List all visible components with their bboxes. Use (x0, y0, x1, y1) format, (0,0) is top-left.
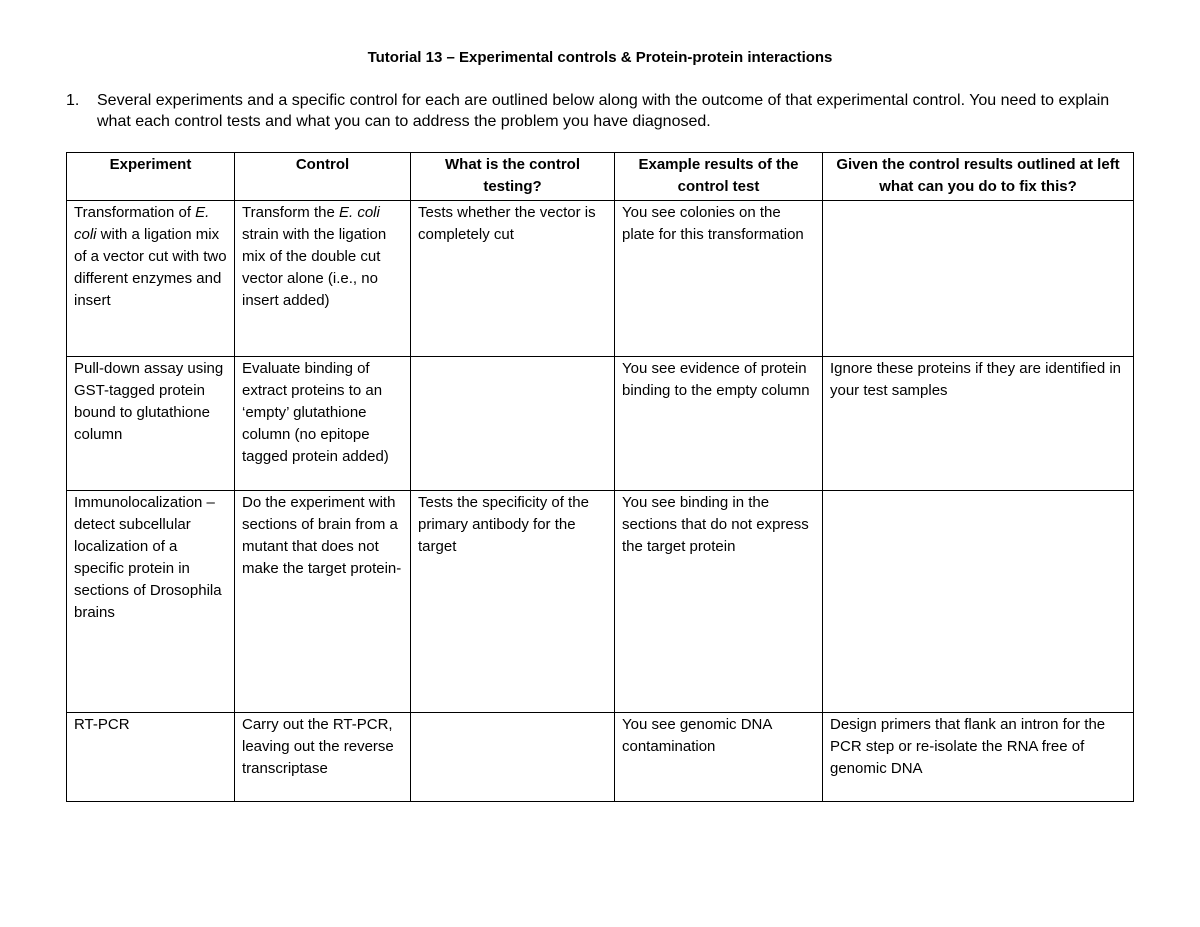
cell-fix[interactable] (823, 491, 1134, 713)
table-row (67, 491, 1134, 713)
control-text-end: strain with the ligation mix of the double cut vector alone (i.e., no insert added) (242, 226, 387, 309)
question-number: 1. (66, 92, 80, 109)
cell-experiment: Immunolocalization – detect subcellular localization of a specific protein in sections of Drosophila brains (67, 491, 235, 713)
experiment-text-end: with a ligation mix of a vector cut with two different enzymes and insert (74, 226, 227, 309)
cell-fix[interactable]: Ignore these proteins if they are identified in your test samples (823, 357, 1134, 491)
cell-results: You see binding in the sections that do not express the target protein (615, 491, 823, 713)
cell-testing[interactable]: Tests whether the vector is completely cut (411, 201, 615, 357)
cell-results: You see colonies on the plate for this transformation (615, 201, 823, 357)
cell-testing[interactable] (411, 713, 615, 802)
header-control-testing: What is the control testing? (411, 153, 615, 201)
header-example-results: Example results of the control test (615, 153, 823, 201)
cell-control: Carry out the RT-PCR, leaving out the reverse transcriptase (235, 713, 411, 802)
cell-results: You see genomic DNA contamination (615, 713, 823, 802)
table-row (67, 713, 1134, 802)
page-title: Tutorial 13 – Experimental controls & Protein-protein interactions (367, 49, 833, 66)
experiment-organism: E. coli (74, 204, 210, 243)
table-header-row (67, 153, 1134, 201)
control-text-start: Transform the (242, 204, 339, 221)
controls-table (66, 152, 1134, 802)
cell-testing[interactable] (411, 357, 615, 491)
question-1 (66, 90, 1136, 132)
cell-control: Evaluate binding of extract proteins to an ‘empty’ glutathione column (no epitope tagged protein added) (235, 357, 411, 491)
cell-fix[interactable] (823, 201, 1134, 357)
cell-experiment (67, 201, 235, 357)
cell-control: Do the experiment with sections of brain from a mutant that does not make the target protein- (235, 491, 411, 713)
table-row (67, 201, 1134, 357)
header-experiment: Experiment (67, 153, 235, 201)
control-organism: E. coli (338, 204, 380, 221)
cell-experiment: Pull-down assay using GST-tagged protein bound to glutathione column (67, 357, 235, 491)
header-control: Control (235, 153, 411, 201)
cell-experiment: RT-PCR (67, 713, 235, 802)
experiment-text-start: Transformation of (74, 204, 196, 221)
cell-control (235, 201, 411, 357)
cell-fix[interactable]: Design primers that flank an intron for the PCR step or re-isolate the RNA free of genomic DNA (823, 713, 1134, 802)
cell-testing[interactable]: Tests the specificity of the primary antibody for the target (411, 491, 615, 713)
cell-results: You see evidence of protein binding to the empty column (615, 357, 823, 491)
question-text: Several experiments and a specific control for each are outlined below along with the outcome of that experimental control. You need to explain what each control tests and what you can to address the problem you have diagnosed. (97, 92, 1110, 130)
table-row (67, 357, 1134, 491)
header-fix: Given the control results outlined at left what can you do to fix this? (823, 153, 1134, 201)
